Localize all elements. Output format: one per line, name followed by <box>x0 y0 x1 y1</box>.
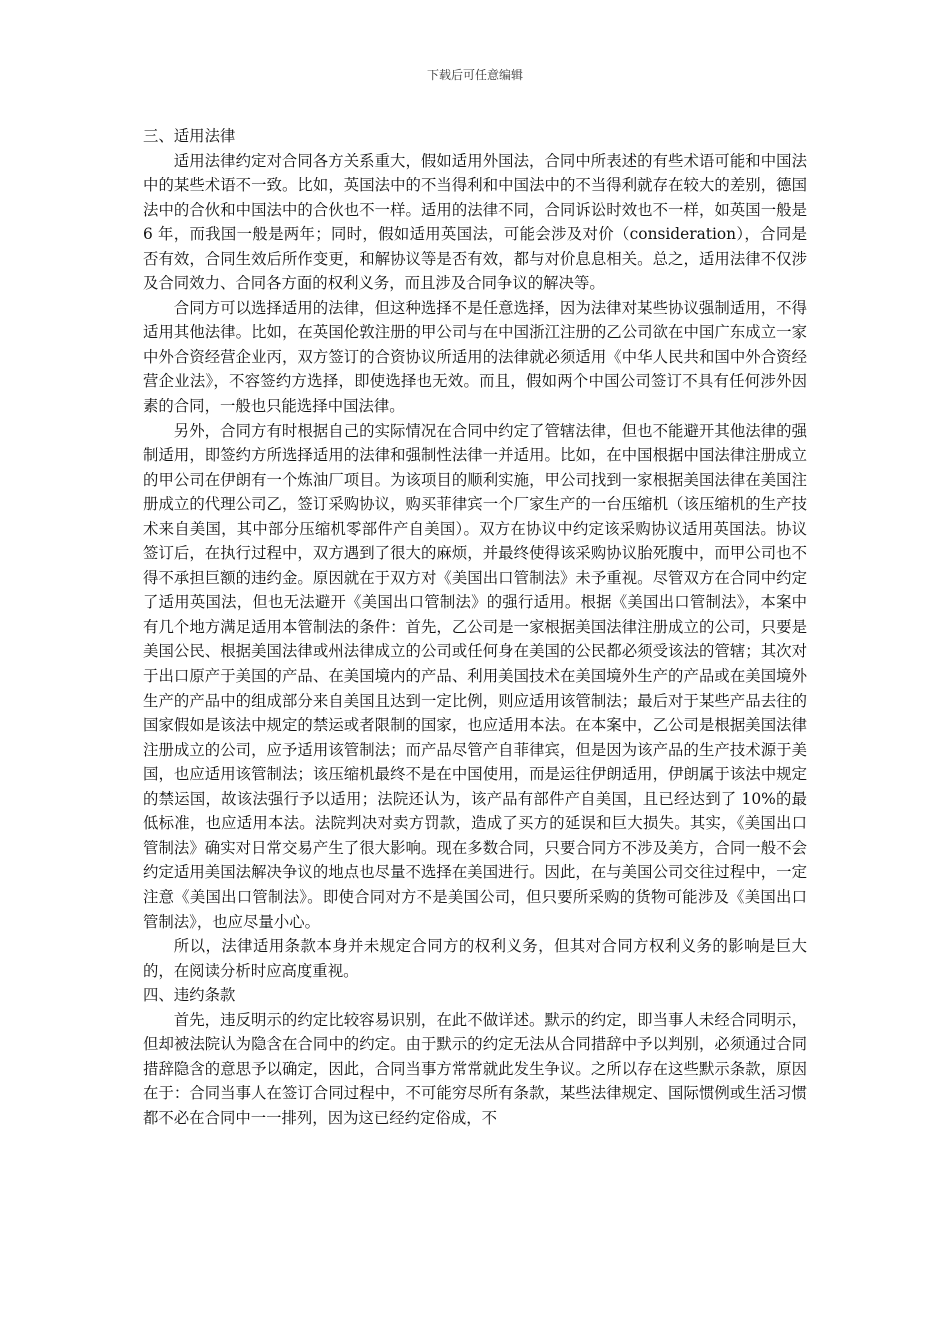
document-body <box>143 124 807 1130</box>
paragraph-implied-terms: 首先，违反明示的约定比较容易识别，在此不做详述。默示的约定，即当事人未经合同明示，但却被法院认为隐含在合同中的约定。由于默示的约定无法从合同措辞中予以判别，必须通过合同措辞隐含的意思予以确定，因此，合同当事方常常就此发生争议。之所以存在这些默示条款，原因在于：合同当事人在签订合同过程中，不可能穷尽所有条款，某些法律规定、国际惯例或生活习惯都不必在合同中一一排列，因为这已经约定俗成，不 <box>143 1010 807 1127</box>
page-header-note: 下载后可任意编辑 <box>426 68 523 82</box>
paragraph-law-importance: 适用法律约定对合同各方关系重大，假如适用外国法，合同中所表述的有些术语可能和中国法中的某些术语不一致。比如，英国法中的不当得利和中国法中的不当得利就存在较大的差别，德国法中的合伙和中国法中的合伙也不一样。适用的法律不同，合同诉讼时效也不一样，如英国一般是 6 年，而我国一般是两年；同时，假如适用英国法，可能会涉及对价（consideration），合同是否有效，合同生效后所作变更，和解协议等是否有效，都与对价息息相关。总之，适用法律不仅涉及合同效力、合同各方面的权利义务，而且涉及合同争议的解决等。 <box>143 151 807 293</box>
paragraph-export-control-case: 另外，合同方有时根据自己的实际情况在合同中约定了管辖法律，但也不能避开其他法律的强制适用，即签约方所选择适用的法律和强制性法律一并适用。比如，在中国根据中国法律注册成立的甲公司在伊朗有一个炼油厂项目。为该项目的顺利实施，甲公司找到一家根据美国法律在美国注册成立的代理公司乙，签订采购协议，购买菲律宾一个厂家生产的一台压缩机（该压缩机的生产技术来自美国，其中部分压缩机零部件产自美国）。双方在协议中约定该采购协议适用英国法。协议签订后，在执行过程中，双方遇到了很大的麻烦，并最终使得该采购协议胎死腹中，而甲公司也不得不承担巨额的违约金。原因就在于双方对《美国出口管制法》未予重视。尽管双方在合同中约定了适用英国法，但也无法避开《美国出口管制法》的强行适用。根据《美国出口管制法》，本案中有几个地方满足适用本管制法的条件：首先，乙公司是一家根据美国法律注册成立的公司，只要是美国公民、根据美国法律或州法律成立的公司或任何身在美国的公民都必须受该法的管辖；其次对于出口原产于美国的产品、在美国境内的产品、利用美国技术在美国境外生产的产品或在美国境外生产的产品中的组成部分来自美国且达到一定比例，则应适用该管制法；最后对于某些产品去往的国家假如是该法中规定的禁运或者限制的国家，也应适用本法。在本案中，乙公司是根据美国法律注册成立的公司，应予适用该管制法；而产品尽管产自菲律宾，但是因为该产品的生产技术源于美国，也应适用该管制法；该压缩机最终不是在中国使用，而是运往伊朗适用，伊朗属于该法中规定的禁运国，故该法强行予以适用；法院还认为，该产品有部件产自美国，且已经达到了 10%的最低标准，也应适用本法。法院判决对卖方罚款，造成了买方的延误和巨大损失。其实，《美国出口管制法》确实对日常交易产生了很大影响。现在多数合同，只要合同方不涉及美方，合同一般不会约定适用美国法解决争议的地点也尽量不选择在美国进行。因此，在与美国公司交往过程中，一定注意《美国出口管制法》。即使合同对方不是美国公司，但只要所采购的货物可能涉及《美国出口管制法》，也应尽量小心。 <box>143 421 807 931</box>
paragraph-law-choice-limits: 合同方可以选择适用的法律，但这种选择不是任意选择，因为法律对某些协议强制适用，不得适用其他法律。比如，在英国伦敦注册的甲公司与在中国浙江注册的乙公司欲在中国广东成立一家中外合资经营企业丙，双方签订的合资协议所适用的法律就必须适用《中华人民共和国中外合资经营企业法》，不容签约方选择，即使选择也无效。而且，假如两个中国公司签订不具有任何涉外因素的合同，一般也只能选择中国法律。 <box>143 298 807 416</box>
paragraph-law-conclusion: 所以，法律适用条款本身并未规定合同方的权利义务，但其对合同方权利义务的影响是巨大的，在阅读分析时应高度重视。 <box>143 937 807 980</box>
section-heading-applicable-law: 三、适用法律 <box>143 127 236 145</box>
section-heading-breach-clause: 四、违约条款 <box>143 986 236 1005</box>
